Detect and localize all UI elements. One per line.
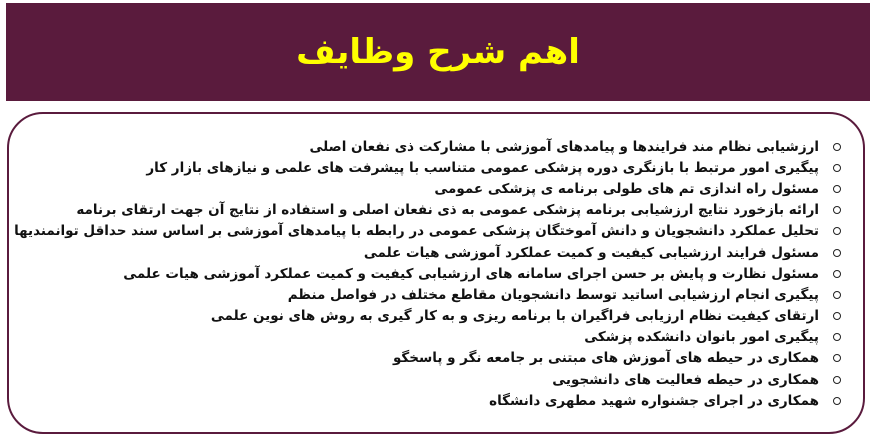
duty-text: مسئول نظارت و پایش بر حسن اجرای سامانه های ارزشیابی کیفیت و کمیت عملکرد آموزشی هیات علمی xyxy=(123,265,819,282)
duty-text: مسئول راه اندازی تم های طولی برنامه ی پزشکی عمومی xyxy=(434,180,819,197)
circle-bullet-icon xyxy=(833,206,841,214)
list-item xyxy=(29,284,841,305)
duty-text: پیگیری امور مرتبط با بازنگری دوره پزشکی عمومی متناسب با پیشرفت های علمی و نیازهای بازار کار xyxy=(146,159,819,176)
circle-bullet-icon xyxy=(833,333,841,341)
circle-bullet-icon xyxy=(833,312,841,320)
list-item xyxy=(29,178,841,199)
list-item xyxy=(29,348,841,369)
circle-bullet-icon xyxy=(833,354,841,362)
list-item xyxy=(29,200,841,221)
duty-text: ارزشیابی نظام مند فرایندها و پیامدهای آموزشی با مشارکت ذی نفعان اصلی xyxy=(309,138,819,155)
list-item xyxy=(29,306,841,327)
duty-text: همکاری در حیطه فعالیت های دانشجویی xyxy=(552,371,819,388)
list-item xyxy=(29,157,841,178)
duty-text: همکاری در اجرای جشنواره شهید مطهری دانشگاه xyxy=(489,392,819,409)
list-item xyxy=(29,327,841,348)
list-item xyxy=(14,221,841,242)
circle-bullet-icon xyxy=(833,143,841,151)
list-item xyxy=(29,263,841,284)
circle-bullet-icon xyxy=(833,397,841,405)
list-item xyxy=(29,390,841,411)
list-item xyxy=(29,369,841,390)
list-item xyxy=(29,136,841,157)
circle-bullet-icon xyxy=(833,376,841,384)
duty-text: مسئول فرایند ارزشیابی کیفیت و کمیت عملکرد آموزشی هیات علمی xyxy=(363,244,819,261)
duties-list xyxy=(14,136,841,411)
duty-text: پیگیری امور بانوان دانشکده پزشکی xyxy=(584,329,819,346)
duty-text: ارتقای کیفیت نظام ارزیابی فراگیران با برنامه ریزی و به کار گیری به روش های نوین علمی xyxy=(210,308,819,325)
circle-bullet-icon xyxy=(833,227,841,235)
circle-bullet-icon xyxy=(833,185,841,193)
duty-text: همکاری در حیطه های آموزش های مبتنی بر جامعه نگر و پاسخگو xyxy=(392,350,819,367)
title-banner xyxy=(6,3,870,101)
circle-bullet-icon xyxy=(833,270,841,278)
duties-panel xyxy=(7,112,865,434)
duty-text: پیگیری انجام ارزشیابی اساتید توسط دانشجویان مقاطع مختلف در فواصل منظم xyxy=(287,286,819,303)
list-item xyxy=(29,242,841,263)
duty-text: ارائه بازخورد نتایج ارزشیابی برنامه پزشکی عمومی به ذی نفعان اصلی و استفاده از نتایج آن جهت ارتقای برنامه xyxy=(76,202,819,219)
page-title: اهم شرح وظایف xyxy=(296,32,580,72)
duty-text: تحلیل عملکرد دانشجویان و دانش آموختگان پزشکی عمومی در رابطه با پیامدهای آموزشی بر اساس سند حداقل توانمندیها xyxy=(14,223,819,240)
circle-bullet-icon xyxy=(833,249,841,257)
circle-bullet-icon xyxy=(833,164,841,172)
circle-bullet-icon xyxy=(833,291,841,299)
